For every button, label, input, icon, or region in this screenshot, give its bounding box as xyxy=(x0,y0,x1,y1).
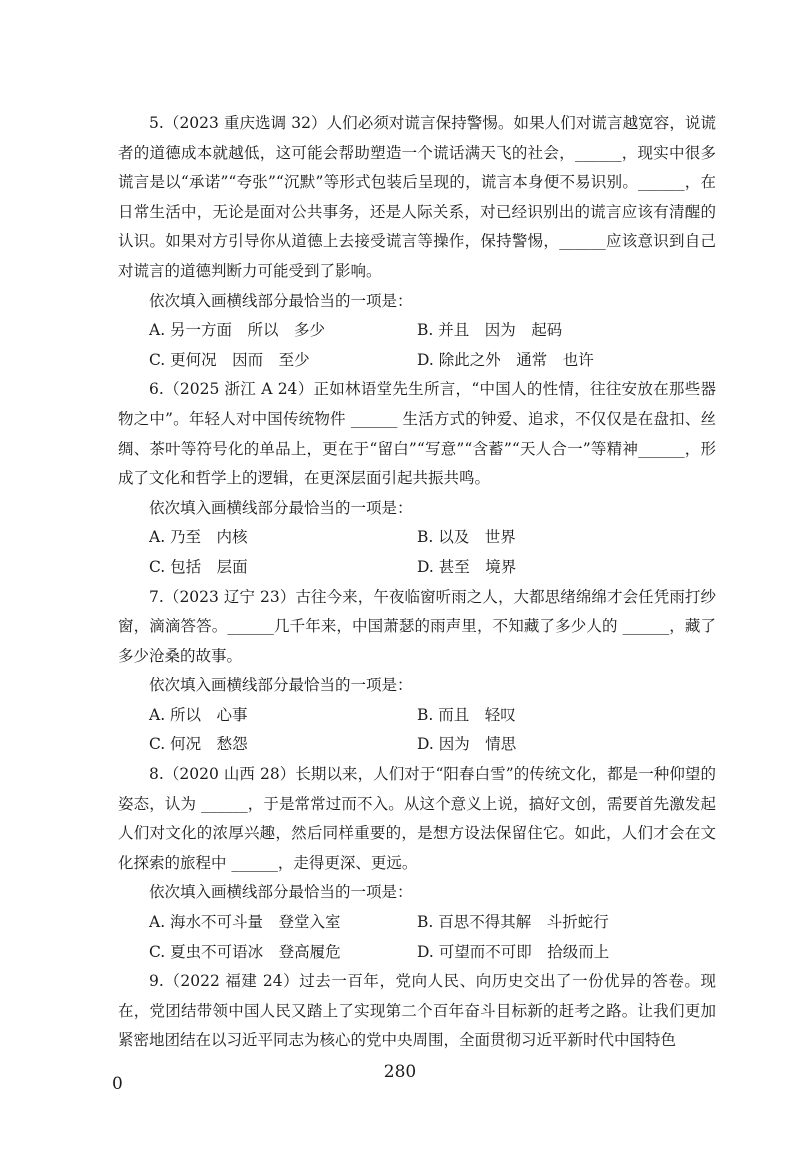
option-d: D. 除此之外 通常 也许 xyxy=(417,350,594,369)
question-stem: 5.（2023 重庆选调 32）人们必须对谎言保持警惕。如果人们对谎言越宽容，说谎者的道德成本就越低，这可能会帮助塑造一个谎话满天飞的社会，______，现实中很多谎言是以“承诺”“夸张”“沉默”等形式包装后呈现的，谎言本身便不易识别。______，在日常生活中，无论是面对公共事务，还是人际关系，对已经识别出的谎言应该有清醒的认识。如果对方引导你从道德上去接受谎言等操作，保持警惕，______应该意识到自己对谎言的道德判断力可能受到了影响。 xyxy=(118,114,716,280)
option-list xyxy=(118,523,716,582)
question-prompt: 依次填入画横线部分最恰当的一项是： xyxy=(149,883,413,902)
corner-mark: 0 xyxy=(112,1074,123,1094)
question-7 xyxy=(118,583,716,761)
option-d: D. 甚至 境界 xyxy=(417,557,517,576)
question-list xyxy=(118,109,716,1056)
option-a: A. 所以 心事 xyxy=(149,705,248,724)
question-8 xyxy=(118,760,716,967)
option-b: B. 百思不得其解 斗折蛇行 xyxy=(417,913,609,932)
option-list xyxy=(118,316,716,375)
question-prompt: 依次填入画横线部分最恰当的一项是： xyxy=(149,498,413,517)
option-b: B. 以及 世界 xyxy=(417,528,516,547)
question-prompt: 依次填入画横线部分最恰当的一项是： xyxy=(149,291,413,310)
option-d: D. 因为 情思 xyxy=(417,735,517,754)
question-prompt: 依次填入画横线部分最恰当的一项是： xyxy=(149,676,413,695)
option-c: C. 夏虫不可语冰 登高履危 xyxy=(149,942,341,961)
question-stem: 7.（2023 辽宁 23）古往今来，午夜临窗听雨之人，大都思绪绵绵才会任凭雨打纱窗，滴滴答答。______几千年来，中国萧瑟的雨声里，不知藏了多少人的 ______，藏了多少沧桑的故事。 xyxy=(118,587,716,665)
question-stem: 6.（2025 浙江 A 24）正如林语堂先生所言，“中国人的性情，往往安放在那些器物之中”。年轻人对中国传统物件 ______ 生活方式的钟爱、追求，不仅仅是在盘扣、丝绸、茶叶等符号化的单品上，更在于“留白”“写意”“含蓄”“天人合一”等精神______，形成了文化和哲学上的逻辑，在更深层面引起共振共鸣。 xyxy=(118,380,716,488)
question-stem: 8.（2020 山西 28）长期以来，人们对于“阳春白雪”的传统文化，都是一种仰望的姿态，认为 ______，于是常常过而不入。从这个意义上说，搞好文创，需要首先激发起人们对文化的浓厚兴趣，然后同样重要的，是想方设法保留住它。如此，人们才会在文化探索的旅程中 ______，走得更深、更远。 xyxy=(118,765,716,872)
option-list xyxy=(118,701,716,760)
question-5 xyxy=(118,109,716,375)
option-c: C. 更何况 因而 至少 xyxy=(149,350,310,369)
option-a: A. 另一方面 所以 多少 xyxy=(149,321,326,340)
option-c: C. 何况 愁怨 xyxy=(149,735,248,754)
page-number: 280 xyxy=(383,1062,417,1082)
option-a: A. 乃至 内核 xyxy=(149,528,248,547)
option-a: A. 海水不可斗量 登堂入室 xyxy=(149,913,341,932)
question-9 xyxy=(118,967,716,1056)
question-stem: 9.（2022 福建 24）过去一百年，党向人民、向历史交出了一份优异的答卷。现在，党团结带领中国人民又踏上了实现第二个百年奋斗目标新的赶考之路。让我们更加紧密地团结在以习近平同志为核心的党中央周围，全面贯彻习近平新时代中国特色 xyxy=(118,972,716,1050)
question-6 xyxy=(118,375,716,582)
option-b: B. 并且 因为 起码 xyxy=(417,321,563,340)
option-b: B. 而且 轻叹 xyxy=(417,705,516,724)
option-list xyxy=(118,908,716,967)
option-c: C. 包括 层面 xyxy=(149,557,248,576)
option-d: D. 可望而不可即 拾级而上 xyxy=(417,942,610,961)
